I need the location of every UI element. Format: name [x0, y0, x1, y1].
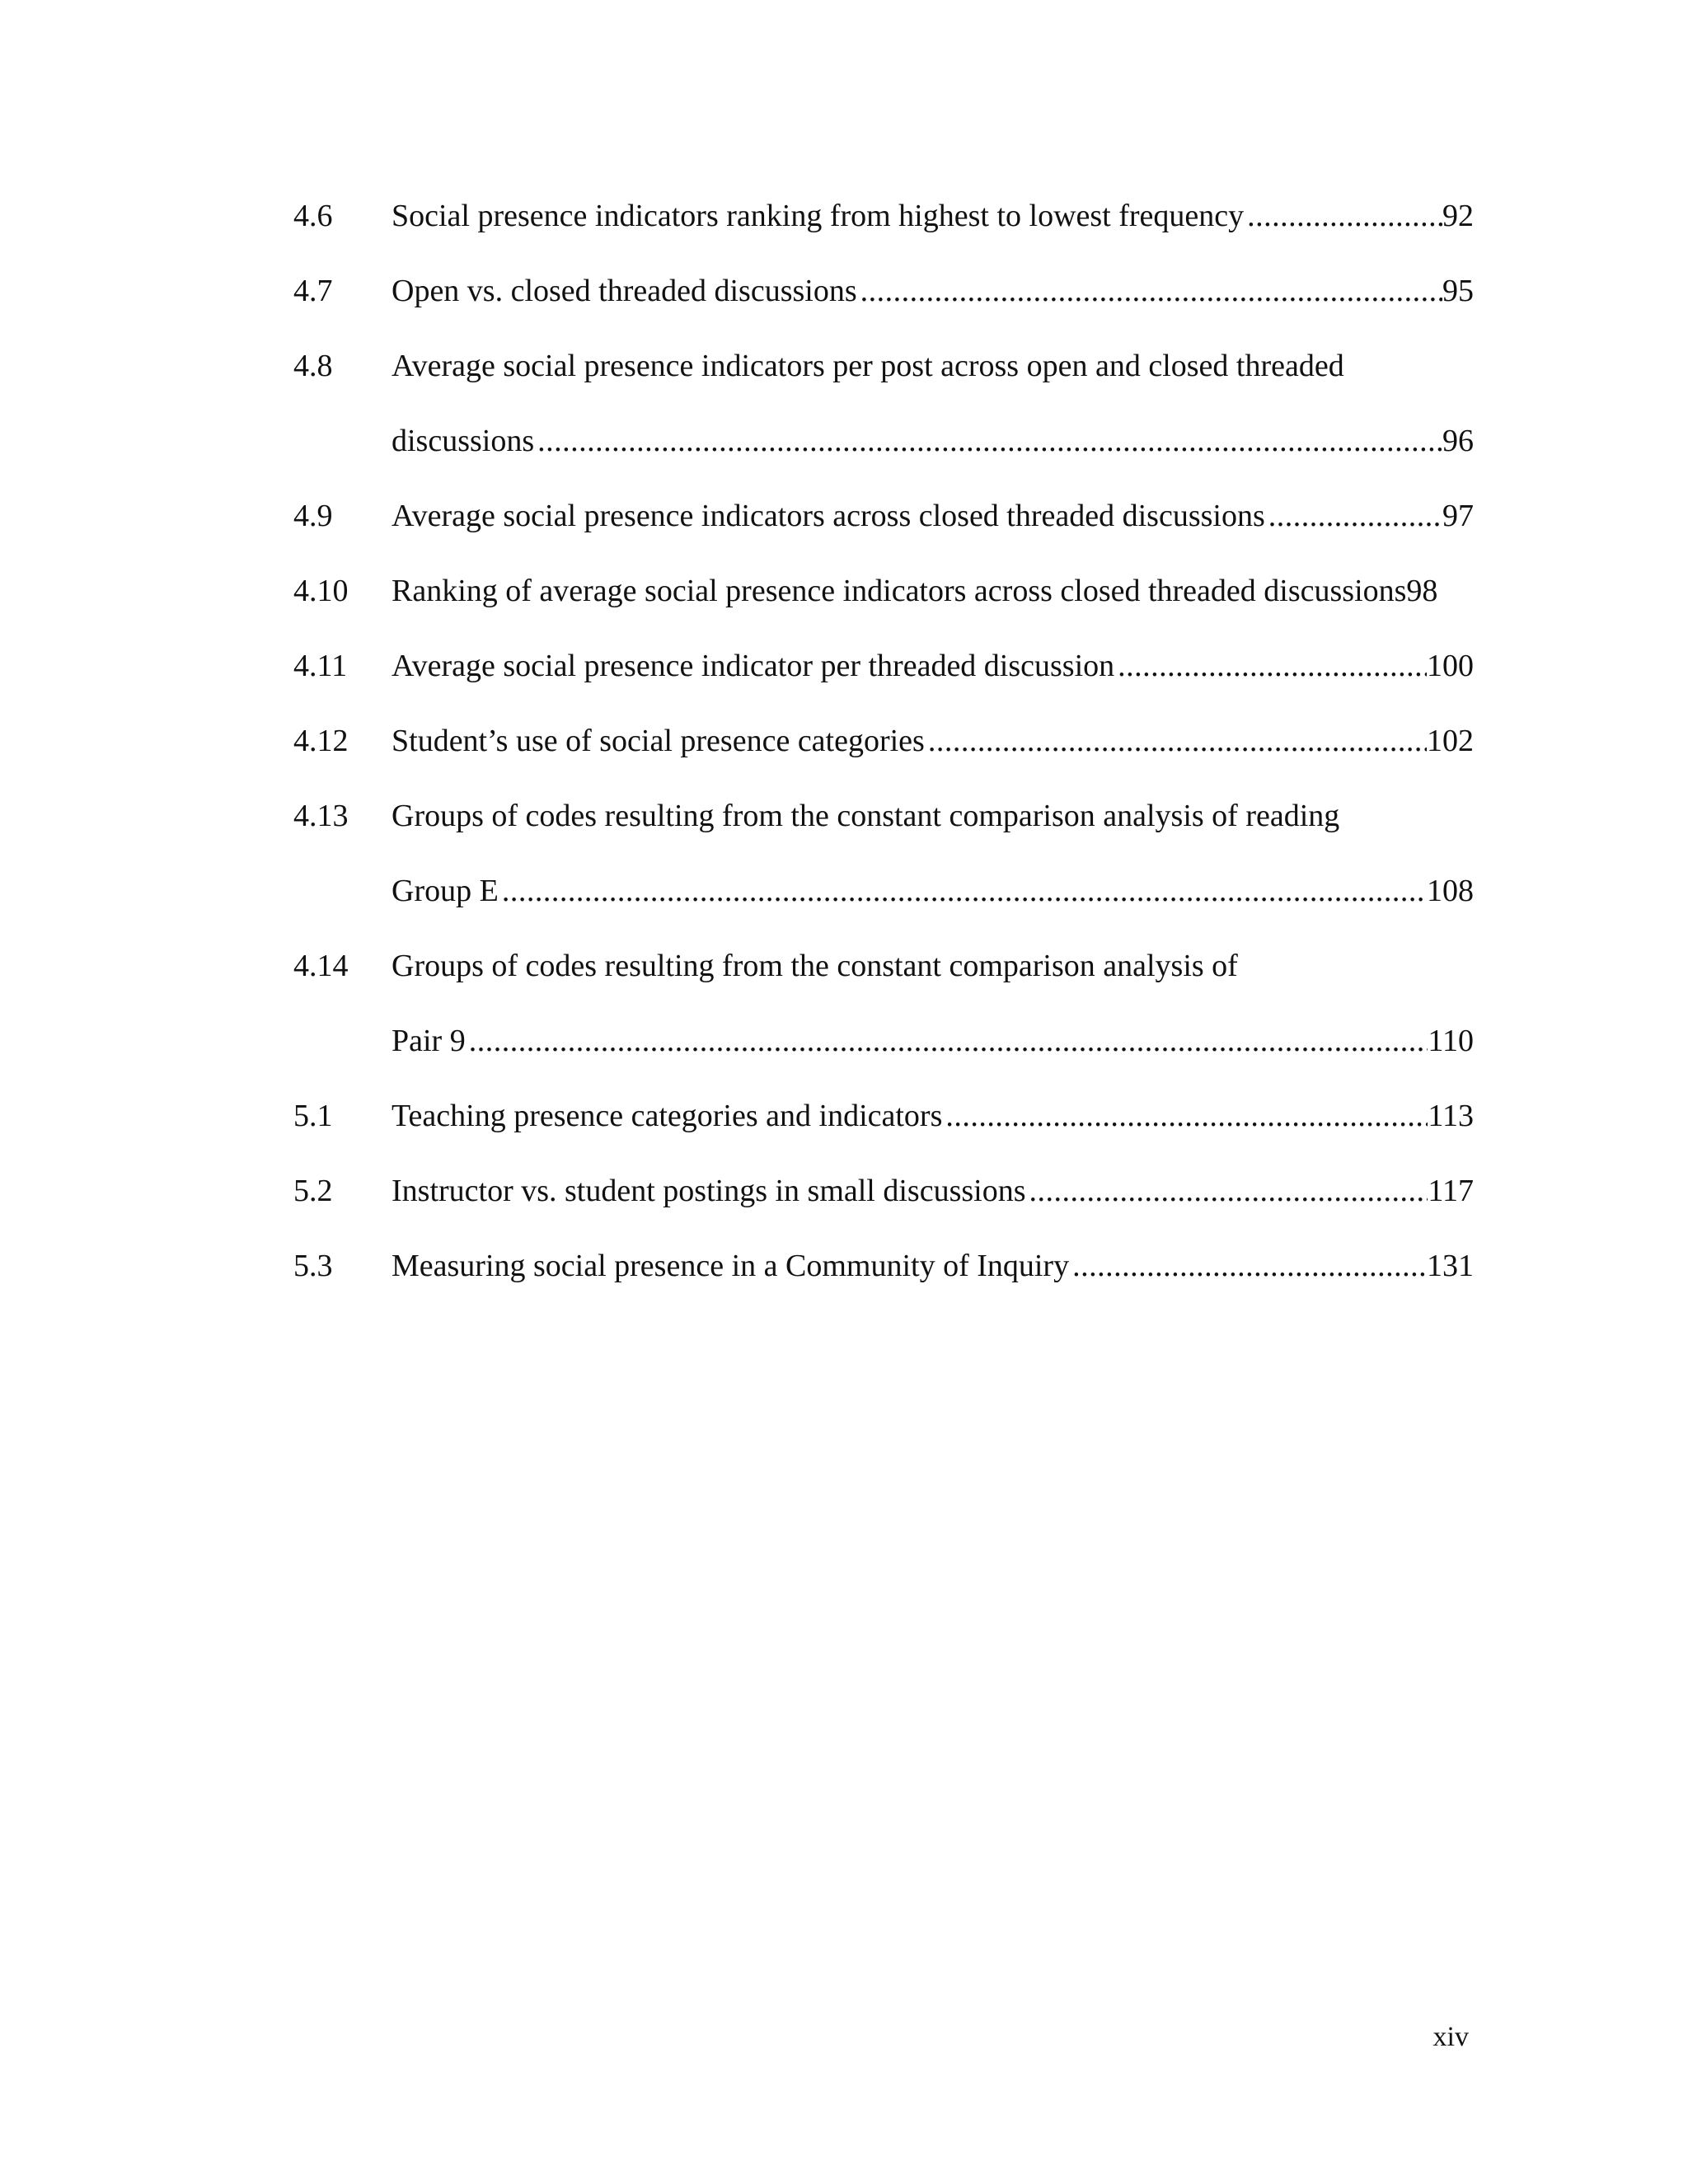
- dot-leader: [502, 866, 1427, 916]
- entry-leader-line: [392, 1091, 1474, 1141]
- entry-title: Open vs. closed threaded discussions: [392, 274, 857, 308]
- toc-entry: [293, 491, 1474, 566]
- entry-leader-line: [392, 191, 1474, 241]
- entry-leader-line: [392, 266, 1474, 316]
- dot-leader: [1029, 1166, 1428, 1216]
- dot-leader: [537, 416, 1442, 466]
- toc-entry: [293, 341, 1474, 416]
- entry-leader-line: [392, 716, 1474, 766]
- toc-entry-continuation: [293, 866, 1474, 941]
- toc-entry: [293, 1091, 1474, 1166]
- dot-leader: [1247, 191, 1442, 241]
- entry-title-line1: Groups of codes resulting from the constant comparison analysis of reading: [392, 799, 1340, 833]
- entry-title: Student’s use of social presence categories: [392, 724, 925, 758]
- entry-leader-line: [392, 1241, 1474, 1291]
- entry-page: 113: [1428, 1099, 1474, 1133]
- toc-entry: [293, 191, 1474, 266]
- dot-leader: [928, 716, 1427, 766]
- entry-title-line2: Pair 9: [392, 1024, 466, 1058]
- entry-page: 117: [1428, 1174, 1474, 1208]
- toc-entry: [293, 1241, 1474, 1316]
- dot-leader: [1118, 641, 1427, 691]
- entry-page: 97: [1442, 499, 1474, 533]
- toc-entry: [293, 266, 1474, 341]
- dot-leader: [945, 1091, 1428, 1141]
- list-of-figures: [293, 191, 1474, 1316]
- entry-page: 96: [1442, 424, 1474, 458]
- toc-entry: [293, 1166, 1474, 1241]
- toc-entry: [293, 566, 1474, 641]
- toc-entry: [293, 791, 1474, 866]
- entry-page: 100: [1427, 649, 1474, 683]
- entry-page: 108: [1427, 874, 1474, 908]
- entry-title: Average social presence indicators across closed threaded discussions: [392, 499, 1265, 533]
- entry-number: 4.13: [293, 799, 349, 833]
- dot-leader: [1268, 491, 1442, 541]
- entry-title: Teaching presence categories and indicators: [392, 1099, 943, 1133]
- entry-page: 102: [1427, 724, 1474, 758]
- entry-leader-line: [392, 566, 1487, 616]
- entry-title-line1: Groups of codes resulting from the constant comparison analysis of: [392, 949, 1238, 983]
- entry-title: Measuring social presence in a Community of Inquiry: [392, 1249, 1070, 1283]
- dot-leader: [860, 266, 1442, 316]
- entry-number: 4.12: [293, 724, 349, 758]
- entry-number: 4.9: [293, 499, 333, 533]
- entry-title: Social presence indicators ranking from highest to lowest frequency: [392, 199, 1245, 233]
- dot-leader: [469, 1016, 1428, 1066]
- entry-number: 5.3: [293, 1249, 333, 1283]
- entry-leader-line: [392, 1166, 1474, 1216]
- entry-page: 110: [1428, 1024, 1474, 1058]
- entry-title-line2: discussions: [392, 424, 535, 458]
- entry-page: 131: [1427, 1249, 1474, 1283]
- toc-entry: [293, 716, 1474, 791]
- entry-title: Average social presence indicator per threaded discussion: [392, 649, 1115, 683]
- entry-title: Instructor vs. student postings in small discussions: [392, 1174, 1026, 1208]
- entry-number: 4.10: [293, 574, 349, 608]
- toc-entry: [293, 941, 1474, 1016]
- entry-number: 5.2: [293, 1174, 333, 1208]
- entry-title: Ranking of average social presence indicators across closed threaded discussions: [392, 574, 1407, 608]
- entry-number: 5.1: [293, 1099, 333, 1133]
- entry-page: 92: [1442, 199, 1474, 233]
- entry-leader-line: [392, 866, 1474, 916]
- entry-number: 4.6: [293, 199, 333, 233]
- entry-number: 4.14: [293, 949, 349, 983]
- entry-page: 95: [1442, 274, 1474, 308]
- entry-leader-line: [392, 416, 1474, 466]
- toc-entry-continuation: [293, 416, 1474, 491]
- entry-title-line1: Average social presence indicators per post across open and closed threaded: [392, 349, 1344, 383]
- entry-page: 98: [1406, 574, 1438, 608]
- page-number: xiv: [1432, 2022, 1469, 2052]
- toc-entry-continuation: [293, 1016, 1474, 1091]
- entry-leader-line: [392, 1016, 1474, 1066]
- entry-number: 4.7: [293, 274, 333, 308]
- dot-leader: [1072, 1241, 1427, 1291]
- entry-number: 4.8: [293, 349, 333, 383]
- entry-title-line2: Group E: [392, 874, 499, 908]
- entry-leader-line: [392, 641, 1474, 691]
- toc-entry: [293, 641, 1474, 716]
- entry-number: 4.11: [293, 649, 348, 683]
- entry-leader-line: [392, 491, 1474, 541]
